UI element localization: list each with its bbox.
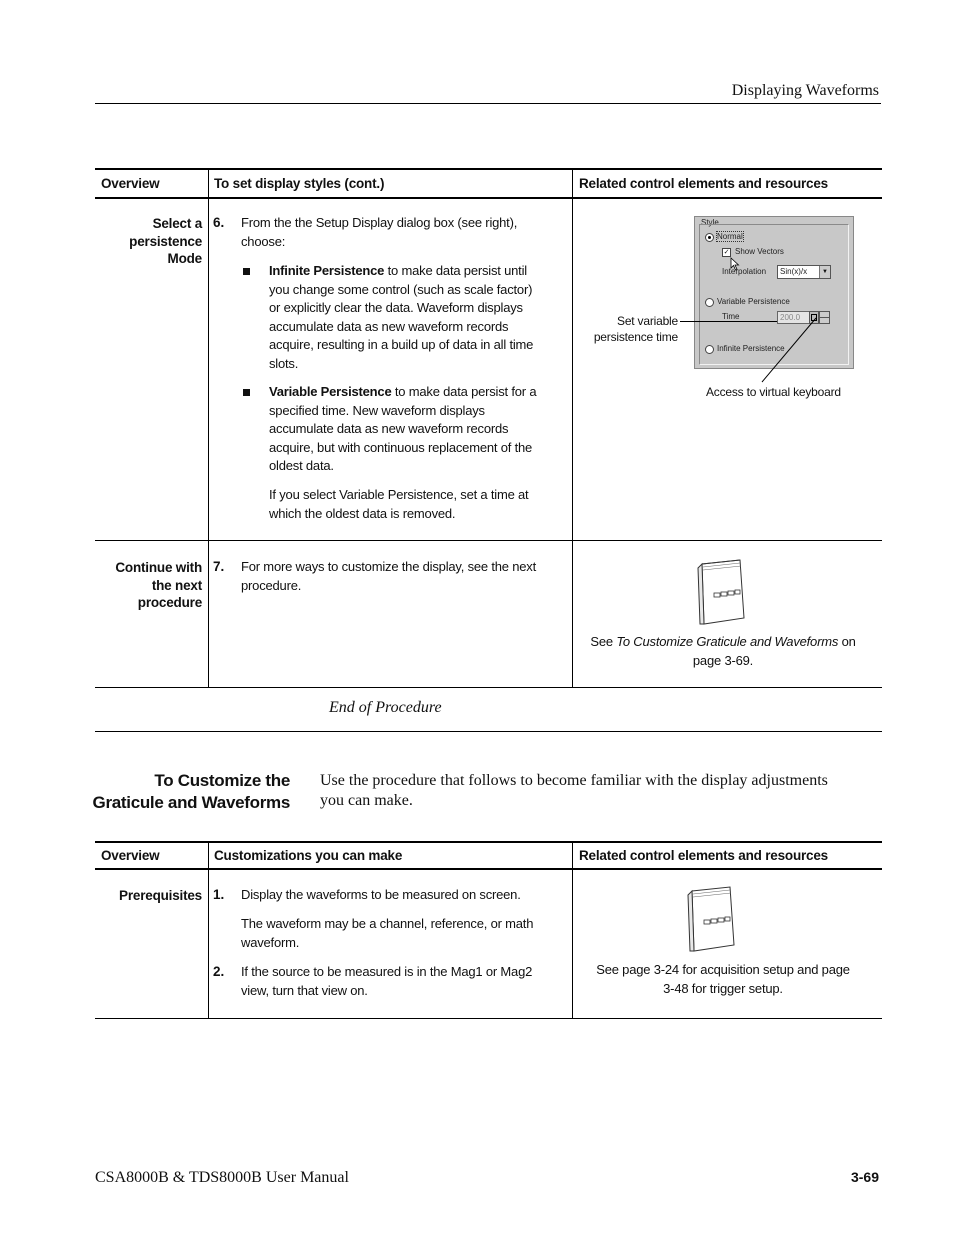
time-label: Time bbox=[722, 312, 740, 321]
column-header-resources: Related control elements and resources bbox=[579, 848, 828, 863]
callout-virtual-keyboard: Access to virtual keyboard bbox=[706, 385, 841, 399]
step-text: From the the Setup Display dialog box (see right), choose: bbox=[241, 215, 518, 249]
step-number: 2. bbox=[213, 964, 225, 979]
page-number: 3-69 bbox=[850, 1169, 879, 1185]
bullet-infinite-persistence: Infinite Persistence to make data persist until you change some control (such as scale factor) or explicitly clear the data. Waveform displays accumulate data as new waveform records acquire, resulting in a build up of data in all time slots. bbox=[269, 263, 534, 371]
spin-buttons-icon bbox=[819, 311, 830, 324]
step-number: 1. bbox=[213, 887, 225, 902]
cross-reference: See To Customize Graticule and Waveforms on page 3-69. bbox=[590, 634, 856, 668]
cross-reference: See page 3-24 for acquisition setup and page 3-48 for trigger setup. bbox=[596, 962, 850, 996]
column-header-steps: Customizations you can make bbox=[214, 848, 403, 863]
step-note: The waveform may be a channel, reference, or math waveform. bbox=[241, 916, 534, 950]
manual-book-icon bbox=[684, 885, 738, 953]
end-of-procedure: End of Procedure bbox=[329, 699, 442, 716]
bullet-icon bbox=[243, 389, 250, 396]
bullet-variable-persistence: Variable Persistence to make data persist for a specified time. New waveform displays accumulate data as new waveform records acquire, but with continuous replacement of the oldest data. bbox=[269, 384, 537, 473]
column-header-overview: Overview bbox=[101, 176, 160, 191]
step-text: Display the waveforms to be measured on screen. bbox=[241, 887, 521, 902]
column-divider bbox=[572, 842, 573, 1018]
row-divider bbox=[95, 687, 882, 688]
footer-manual-title: CSA8000B & TDS8000B User Manual bbox=[95, 1169, 349, 1186]
checkbox-label-show-vectors: Show Vectors bbox=[735, 247, 784, 256]
row-divider bbox=[95, 540, 882, 541]
column-header-steps: To set display styles (cont.) bbox=[214, 176, 385, 191]
interpolation-label: Interpolation bbox=[722, 267, 767, 276]
interpolation-dropdown: Sin(x)/x ▼ bbox=[777, 265, 831, 279]
section-intro: Use the procedure that follows to become familiar with the display adjustments you can make. bbox=[320, 772, 828, 809]
bullet-icon bbox=[243, 268, 250, 275]
radio-label-normal: Normal bbox=[717, 232, 743, 241]
callout-set-persistence-time: Set variable persistence time bbox=[593, 314, 678, 344]
row-label-prerequisites: Prerequisites bbox=[119, 888, 202, 903]
style-group-label: Style bbox=[701, 218, 719, 227]
step-number: 7. bbox=[213, 559, 225, 574]
table-header-rule bbox=[95, 868, 882, 870]
running-header: Displaying Waveforms bbox=[731, 82, 879, 99]
table-top-rule bbox=[95, 168, 882, 170]
radio-normal bbox=[705, 233, 714, 242]
step-text: For more ways to customize the display, see the next procedure. bbox=[241, 559, 536, 593]
column-divider bbox=[208, 842, 209, 1018]
radio-variable-persistence bbox=[705, 298, 714, 307]
column-divider bbox=[208, 169, 209, 688]
radio-label-infinite-persistence: Infinite Persistence bbox=[717, 344, 785, 353]
row-label-continue: Continue with the next procedure bbox=[115, 560, 202, 610]
chevron-down-icon: ▼ bbox=[819, 266, 830, 278]
header-rule bbox=[95, 103, 881, 104]
radio-infinite-persistence bbox=[705, 345, 714, 354]
step-note: If you select Variable Persistence, set a time at which the oldest data is removed. bbox=[269, 487, 529, 521]
table-bottom-rule bbox=[95, 1018, 882, 1019]
graticule-link[interactable]: To Customize Graticule and Waveforms bbox=[616, 634, 839, 649]
time-field: 200.0 bbox=[777, 311, 811, 324]
column-divider bbox=[572, 169, 573, 688]
section-heading: To Customize the Graticule and Waveforms bbox=[92, 771, 290, 812]
radio-label-variable-persistence: Variable Persistence bbox=[717, 297, 790, 306]
step-number: 6. bbox=[213, 215, 225, 230]
checkbox-show-vectors: ✓ bbox=[723, 249, 730, 256]
row-label-persistence-mode: Select a persistence Mode bbox=[129, 216, 202, 266]
table-header-rule bbox=[95, 197, 882, 199]
column-header-resources: Related control elements and resources bbox=[579, 176, 828, 191]
callout-line bbox=[760, 316, 820, 386]
column-header-overview: Overview bbox=[101, 848, 160, 863]
table-top-rule bbox=[95, 841, 882, 843]
step-text: If the source to be measured is in the Mag1 or Mag2 view, turn that view on. bbox=[241, 964, 533, 998]
manual-book-icon bbox=[694, 558, 748, 626]
table-bottom-rule bbox=[95, 731, 882, 732]
